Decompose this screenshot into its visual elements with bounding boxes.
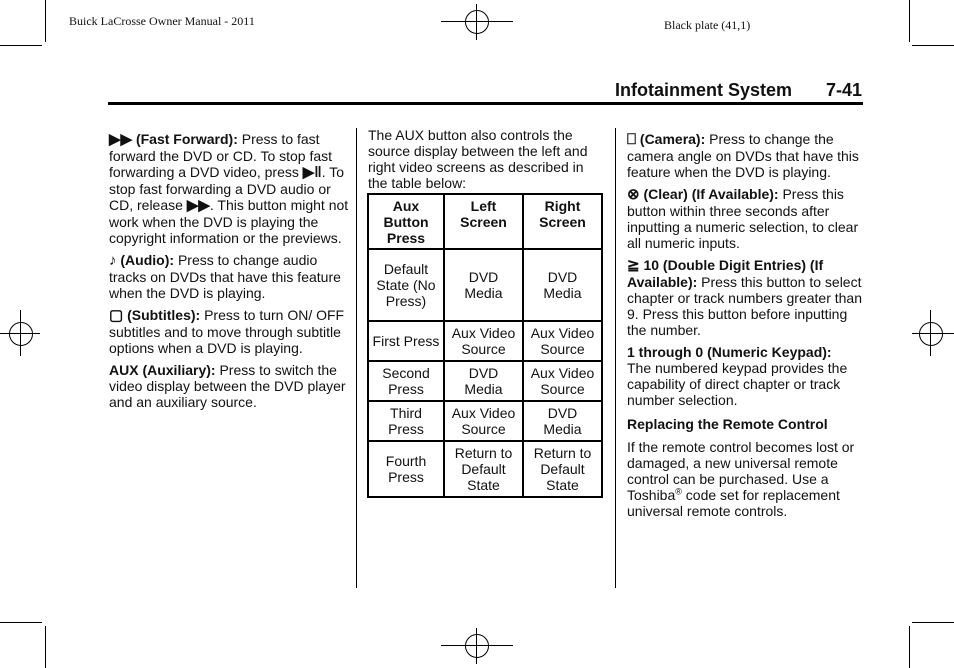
table-cell: Return to Default State bbox=[444, 441, 523, 497]
table-row bbox=[368, 361, 602, 401]
registration-mark bbox=[919, 322, 943, 346]
registration-mark bbox=[912, 333, 954, 334]
table-cell: Aux Video Source bbox=[523, 361, 602, 401]
subtitles-text: Press to turn ON/ OFF subtitles and to move through subtitle options when a DVD is playing. bbox=[109, 307, 345, 356]
clear-entry bbox=[627, 186, 863, 251]
replace-text: If the remote control becomes lost or damaged, a new universal remote control can be purchased. Use a Toshiba bbox=[627, 439, 855, 503]
registration-mark bbox=[0, 333, 40, 334]
table-row bbox=[368, 249, 602, 321]
crop-mark bbox=[912, 45, 954, 46]
fast-forward-text: Press to fast forward the DVD or CD. To stop fast forwarding a DVD video, press bbox=[109, 131, 333, 180]
subtitles-entry bbox=[109, 307, 349, 356]
table-cell: Aux Video Source bbox=[444, 401, 523, 441]
crop-mark bbox=[912, 622, 954, 623]
table-cell: Second Press bbox=[368, 361, 444, 401]
aux-text: Press to switch the video display between the DVD player and an auxiliary source. bbox=[109, 362, 346, 410]
registration-mark bbox=[9, 322, 33, 346]
table-header: Right Screen bbox=[523, 194, 602, 249]
play-pause-icon: ▶‖ bbox=[302, 164, 322, 181]
aux-table-intro: The AUX button also controls the source display between the left and right video screens as described in the table below: bbox=[368, 127, 588, 191]
audio-text: Press to change audio tracks on DVDs that have this feature when the DVD is playing. bbox=[109, 252, 341, 301]
manual-name: Buick LaCrosse Owner Manual - 2011 bbox=[69, 14, 255, 28]
fast-forward-icon: ▶▶ bbox=[186, 197, 210, 214]
table-header-row bbox=[368, 194, 602, 249]
table-cell: DVD Media bbox=[444, 361, 523, 401]
keypad-entry bbox=[627, 344, 863, 408]
crop-mark bbox=[0, 45, 42, 46]
table-cell: Default State (No Press) bbox=[368, 249, 444, 321]
table-header: Aux Button Press bbox=[368, 194, 444, 249]
aux-entry bbox=[109, 362, 349, 410]
column-2 bbox=[368, 127, 604, 197]
fast-forward-text-3: . This button might not work when the DVD is playing the copyright information or the previews. bbox=[109, 197, 349, 246]
fast-forward-text-2: . To stop fast forwarding a DVD audio or CD, release bbox=[109, 164, 345, 213]
table-cell: First Press bbox=[368, 321, 444, 361]
fast-forward-entry bbox=[109, 131, 349, 246]
table-cell: DVD Media bbox=[523, 401, 602, 441]
crop-mark bbox=[909, 0, 910, 42]
keypad-text: The numbered keypad provides the capability of direct chapter or track number selection. bbox=[627, 360, 848, 408]
crop-mark bbox=[45, 626, 46, 668]
music-note-icon: ♪ bbox=[109, 252, 117, 269]
fast-forward-label: (Fast Forward): bbox=[135, 131, 238, 147]
table-cell: Third Press bbox=[368, 401, 444, 441]
registration-mark bbox=[441, 21, 513, 22]
table-row bbox=[368, 401, 602, 441]
page-number: 7-41 bbox=[826, 80, 863, 100]
fast-forward-icon: ▶▶ bbox=[109, 131, 133, 148]
registration-mark bbox=[465, 634, 489, 658]
subtitles-label: (Subtitles): bbox=[127, 307, 201, 323]
double-digit-entry bbox=[627, 257, 863, 338]
crop-mark bbox=[0, 622, 42, 623]
clear-text: Press this button within three seconds after inputting a numeric selection, to clear all numeric inputs. bbox=[627, 186, 859, 251]
section-title: Infotainment System bbox=[615, 80, 793, 100]
clear-icon: ⊗ bbox=[627, 186, 640, 203]
keypad-label: 1 through 0 (Numeric Keypad): bbox=[627, 344, 832, 360]
table-cell: Fourth Press bbox=[368, 441, 444, 497]
plate-label: Black plate (41,1) bbox=[664, 18, 751, 32]
table-cell: DVD Media bbox=[523, 249, 602, 321]
column-divider bbox=[356, 128, 357, 588]
replace-entry bbox=[627, 439, 863, 519]
registration-mark bbox=[476, 628, 477, 664]
registration-mark bbox=[465, 10, 489, 34]
subtitles-icon: ▢ bbox=[109, 307, 124, 324]
audio-label: (Audio): bbox=[120, 252, 175, 268]
camera-icon: ⎕ bbox=[627, 131, 637, 148]
double-digit-label: 10 (Double Digit Entries) (If Available): bbox=[627, 257, 824, 290]
table-cell: Aux Video Source bbox=[444, 321, 523, 361]
crop-mark bbox=[45, 0, 46, 42]
camera-entry bbox=[627, 131, 863, 180]
double-digit-text: Press this button to select chapter or track numbers greater than 9. Press this button before inputting the number. bbox=[627, 274, 863, 338]
table-row bbox=[368, 321, 602, 361]
column-3 bbox=[627, 131, 863, 525]
registration-mark bbox=[476, 4, 477, 40]
section-rule bbox=[108, 102, 863, 105]
table-row bbox=[368, 441, 602, 497]
replace-heading: Replacing the Remote Control bbox=[627, 416, 828, 432]
audio-entry bbox=[109, 252, 349, 301]
registration-mark bbox=[441, 645, 513, 646]
table-header: Left Screen bbox=[444, 194, 523, 249]
camera-label: (Camera): bbox=[639, 131, 706, 147]
registered-mark: ® bbox=[675, 486, 682, 497]
camera-text: Press to change the camera angle on DVDs that have this feature when the DVD is playing. bbox=[627, 131, 859, 180]
column-divider bbox=[615, 128, 616, 588]
aux-source-table bbox=[367, 193, 603, 498]
aux-label: AUX (Auxiliary): bbox=[109, 362, 216, 378]
crop-mark bbox=[909, 626, 910, 668]
table-cell: DVD Media bbox=[444, 249, 523, 321]
replace-text-2: code set for replacement universal remote controls. bbox=[627, 487, 840, 519]
table-cell: Aux Video Source bbox=[523, 321, 602, 361]
column-1 bbox=[109, 131, 349, 416]
table-cell: Return to Default State bbox=[523, 441, 602, 497]
double-digit-icon: ≧ bbox=[627, 257, 640, 274]
clear-label: (Clear) (If Available): bbox=[643, 186, 779, 202]
